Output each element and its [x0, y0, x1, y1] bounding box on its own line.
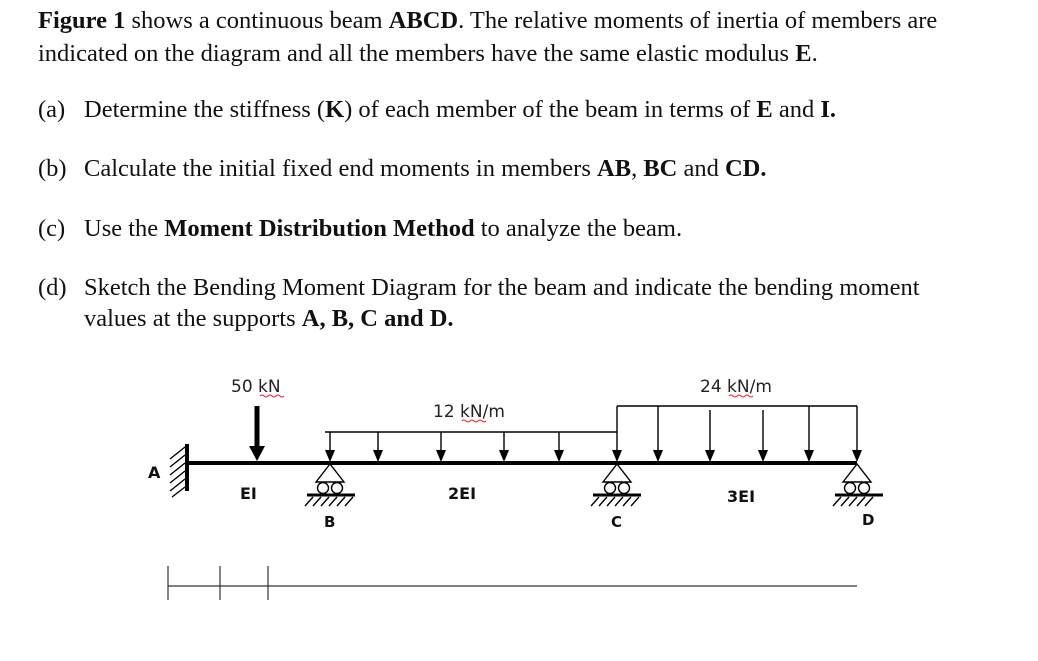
- udl-bc-arrows-icon: [325, 432, 617, 452]
- question-label: (d): [38, 274, 67, 301]
- member-bc-inertia: 2EI: [448, 484, 477, 503]
- point-load-label: 50 kN: [231, 377, 281, 397]
- question-label: (a): [38, 96, 66, 123]
- fixed-support-a-icon: [170, 444, 187, 497]
- intro-line-2: indicated on the diagram and all the members have the same elastic modulus E.: [38, 40, 818, 67]
- roller-support-d-icon: [833, 464, 883, 506]
- udl-cd-arrows-icon: [617, 406, 857, 452]
- question-label: (b): [38, 155, 67, 182]
- udl-cd-label: 24 kN/m: [700, 377, 772, 397]
- udl-bc-label: 12 kN/m: [433, 402, 505, 422]
- question-b: (b) Calculate the initial fixed end moments in members AB, BC and CD.: [38, 155, 767, 182]
- support-label-b: B: [324, 513, 336, 531]
- udl-bc-arrowheads-icon: [325, 450, 564, 462]
- question-a: (a) Determine the stiffness (K) of each member of the beam in terms of E and I.: [38, 96, 837, 123]
- roller-support-c-icon: [591, 464, 641, 506]
- point-load-arrow-icon: [249, 406, 265, 461]
- question-label: (c): [38, 215, 66, 242]
- question-c: (c) Use the Moment Distribution Method to analyze the beam.: [38, 215, 683, 242]
- dimension-line: [168, 0, 857, 600]
- beam-name: ABCD: [388, 7, 459, 34]
- figure-ref: Figure 1: [38, 7, 126, 34]
- intro-line-1: Figure 1 shows a continuous beam ABCD. The relative moments of inertia of members are: [38, 7, 938, 34]
- support-label-a: A: [148, 463, 161, 482]
- question-d: (d) Sketch the Bending Moment Diagram for the beam and indicate the bending moment values at the supports A, B, C and D.: [38, 274, 920, 332]
- member-cd-inertia: 3EI: [727, 487, 756, 506]
- roller-support-b-icon: [305, 464, 355, 506]
- member-ab-inertia: EI: [240, 484, 257, 503]
- support-label-d: D: [862, 511, 875, 529]
- udl-cd-arrowheads-icon: [612, 450, 862, 462]
- support-label-c: C: [611, 513, 623, 531]
